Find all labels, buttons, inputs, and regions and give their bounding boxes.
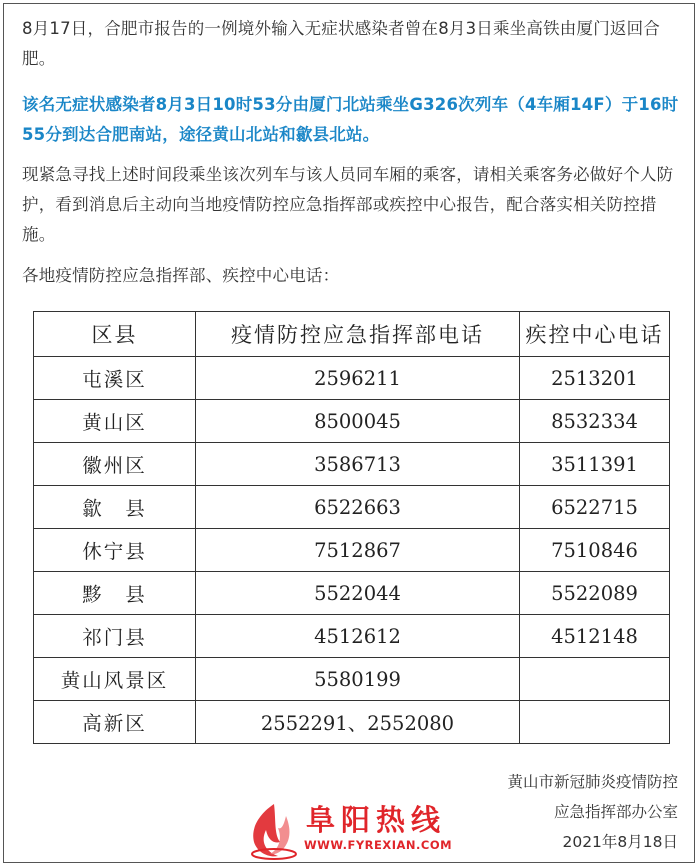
district-cell: 黄山区	[34, 400, 196, 443]
cdc-phone-cell: 8532334	[520, 400, 670, 443]
command-phone-cell: 3586713	[196, 443, 520, 486]
header-command-phone: 疫情防控应急指挥部电话	[196, 312, 520, 357]
table-row	[34, 529, 670, 572]
cdc-phone-cell: 6522715	[520, 486, 670, 529]
signature-org-line1: 黄山市新冠肺炎疫情防控	[507, 773, 678, 791]
district-cell: 徽州区	[34, 443, 196, 486]
cdc-phone-cell: 7510846	[520, 529, 670, 572]
table-row	[34, 658, 670, 701]
table-row	[34, 443, 670, 486]
command-phone-cell: 8500045	[196, 400, 520, 443]
table-header-row	[34, 312, 670, 357]
command-phone-cell: 5522044	[196, 572, 520, 615]
cdc-phone-cell	[520, 701, 670, 744]
table-row	[34, 615, 670, 658]
table-row	[34, 701, 670, 744]
phone-list-heading: 各地疫情防控应急指挥部、疾控中心电话：	[22, 266, 340, 285]
command-phone-cell: 2552291、2552080	[196, 701, 520, 744]
table-row	[34, 357, 670, 400]
cdc-phone-cell: 4512148	[520, 615, 670, 658]
contact-phone-table	[33, 311, 670, 744]
table-row	[34, 486, 670, 529]
cdc-phone-cell: 2513201	[520, 357, 670, 400]
command-phone-cell: 5580199	[196, 658, 520, 701]
command-phone-cell: 4512612	[196, 615, 520, 658]
watermark-name: 阜阳热线	[306, 803, 447, 837]
command-phone-cell: 6522663	[196, 486, 520, 529]
cdc-phone-cell: 5522089	[520, 572, 670, 615]
command-phone-cell: 2596211	[196, 357, 520, 400]
watermark-url: WWW.FYREXIAN.COM	[304, 838, 453, 852]
header-cdc-phone: 疾控中心电话	[520, 312, 670, 357]
header-district: 区县	[34, 312, 196, 357]
flame-logo-icon	[240, 798, 304, 862]
cdc-phone-cell	[520, 658, 670, 701]
site-watermark	[240, 798, 470, 862]
district-cell: 歙 县	[34, 486, 196, 529]
district-cell: 黟 县	[34, 572, 196, 615]
signature-org-line2: 应急指挥部办公室	[553, 803, 678, 821]
district-cell: 祁门县	[34, 615, 196, 658]
intro-paragraph: 8月17日，合肥市报告的一例境外输入无症状感染者曾在8月3日乘坐高铁由厦门返回合肥。	[22, 19, 660, 68]
district-cell: 黄山风景区	[34, 658, 196, 701]
cdc-phone-cell: 3511391	[520, 443, 670, 486]
highlight-paragraph: 该名无症状感染者8月3日10时53分由厦门北站乘坐G326次列车（4车厢14F）于16时55分到达合肥南站，途径黄山北站和歙县北站。	[22, 95, 679, 144]
district-cell: 屯溪区	[34, 357, 196, 400]
table-row	[34, 572, 670, 615]
signature-date: 2021年8月18日	[562, 833, 678, 851]
notice-paragraph: 现紧急寻找上述时间段乘坐该次列车与该人员同车厢的乘客，请相关乘客务必做好个人防护，看到消息后主动向当地疫情防控应急指挥部或疾控中心报告，配合落实相关防控措施。	[22, 165, 674, 244]
district-cell: 高新区	[34, 701, 196, 744]
command-phone-cell: 7512867	[196, 529, 520, 572]
table-row	[34, 400, 670, 443]
district-cell: 休宁县	[34, 529, 196, 572]
